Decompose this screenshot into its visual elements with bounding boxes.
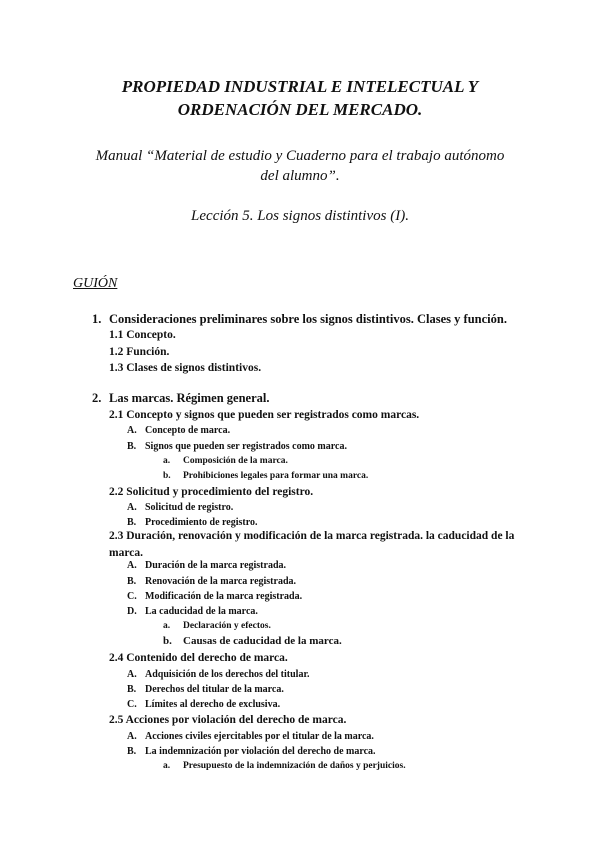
item-letter: A. [127, 669, 137, 680]
outline-item-2-4: 2.4 Contenido del derecho de marca. [109, 652, 288, 664]
outline-item-2-5: 2.5 Acciones por violación del derecho de marca. [109, 714, 347, 726]
item-letter: B. [127, 746, 137, 757]
outline-item-1 [92, 312, 507, 327]
item-text: Renovación de la marca registrada. [145, 576, 297, 587]
item-text: Solicitud de registro. [145, 502, 234, 513]
item-text: Signos que pueden ser registrados como marca. [145, 441, 347, 452]
item-text: Declaración y efectos. [183, 621, 271, 631]
outline-item-2-3-A [127, 560, 286, 571]
item-text: Límites al derecho de exclusiva. [145, 699, 281, 710]
outline-item-2-3-D [127, 606, 258, 617]
outline-item-2-4-C [127, 699, 280, 710]
item-text: Modificación de la marca registrada. [145, 591, 303, 602]
outline-item-2-2-A [127, 502, 233, 513]
item-text: Presupuesto de la indemnización de daños y perjuicios. [183, 761, 406, 771]
outline-item-2-3-D-a [163, 621, 271, 631]
item-letter: A. [127, 425, 137, 436]
outline-item-2-5-A [127, 731, 374, 742]
item-letter: B. [127, 684, 137, 695]
item-letter: a. [163, 621, 171, 631]
outline-item-2-5-B [127, 746, 376, 757]
outline-item-2-1-B [127, 441, 347, 452]
item-letter: A. [127, 731, 137, 742]
outline-item-2-3-B [127, 576, 296, 587]
item-text: Consideraciones preliminares sobre los signos distintivos. Clases y función. [109, 312, 507, 326]
document-title-line-2: ORDENACIÓN DEL MERCADO. [177, 100, 423, 119]
item-letter: B. [127, 441, 137, 452]
subtitle-line-2: del alumno”. [260, 168, 340, 184]
item-text: La indemnización por violación del derecho de marca. [145, 746, 376, 757]
lesson-heading: Lección 5. Los signos distintivos (I). [191, 208, 409, 224]
item-letter: B. [127, 576, 137, 587]
guion-heading: GUIÓN [73, 276, 118, 291]
item-letter: A. [127, 560, 137, 571]
outline-item-2-1-A [127, 425, 230, 436]
item-letter: b. [163, 635, 172, 647]
outline-item-1-1: 1.1 Concepto. [109, 329, 176, 341]
item-letter: C. [127, 591, 137, 602]
item-text: Acciones civiles ejercitables por el titular de la marca. [145, 731, 374, 742]
outline-item-2-2: 2.2 Solicitud y procedimiento del registro. [109, 486, 314, 498]
item-text: Composición de la marca. [183, 456, 288, 466]
item-text: Las marcas. Régimen general. [109, 391, 270, 405]
item-letter: D. [127, 606, 137, 617]
item-letter: b. [163, 471, 171, 481]
item-letter: A. [127, 502, 137, 513]
item-letter: a. [163, 456, 171, 466]
outline-item-1-3: 1.3 Clases de signos distintivos. [109, 362, 262, 374]
outline-item-2-4-A [127, 669, 309, 680]
item-text: Adquisición de los derechos del titular. [145, 669, 310, 680]
outline-item-1-2: 1.2 Función. [109, 346, 170, 358]
outline-item-2-2-B [127, 517, 257, 528]
item-number: 2. [92, 391, 102, 405]
outline-item-2 [92, 391, 270, 406]
document-title-line-1: PROPIEDAD INDUSTRIAL E INTELECTUAL Y [121, 77, 479, 96]
outline-item-2-3: 2.3 Duración, renovación y modificación de la marca registrada. la caducidad de la marca. [109, 530, 515, 559]
outline-item-2-5-B-a [163, 761, 406, 771]
item-text: Prohibiciones legales para formar una marca. [183, 471, 369, 481]
subtitle-line-1: Manual “Material de estudio y Cuaderno para el trabajo autónomo [95, 148, 505, 164]
outline-item-2-4-B [127, 684, 284, 695]
item-letter: C. [127, 699, 137, 710]
item-text: Concepto de marca. [145, 425, 231, 436]
outline-item-2-1-B-a [163, 456, 288, 466]
outline-item-2-3-C [127, 591, 302, 602]
outline-item-2-3-D-b [163, 635, 342, 647]
item-text: Causas de caducidad de la marca. [183, 635, 342, 647]
item-text: La caducidad de la marca. [145, 606, 258, 617]
outline-item-2-1: 2.1 Concepto y signos que pueden ser registrados como marcas. [109, 409, 420, 421]
item-text: Procedimiento de registro. [145, 517, 258, 528]
item-text: Derechos del titular de la marca. [145, 684, 284, 695]
item-text: Duración de la marca registrada. [145, 560, 287, 571]
item-letter: a. [163, 761, 171, 771]
outline-item-2-1-B-b [163, 471, 368, 481]
item-letter: B. [127, 517, 137, 528]
item-number: 1. [92, 312, 102, 326]
